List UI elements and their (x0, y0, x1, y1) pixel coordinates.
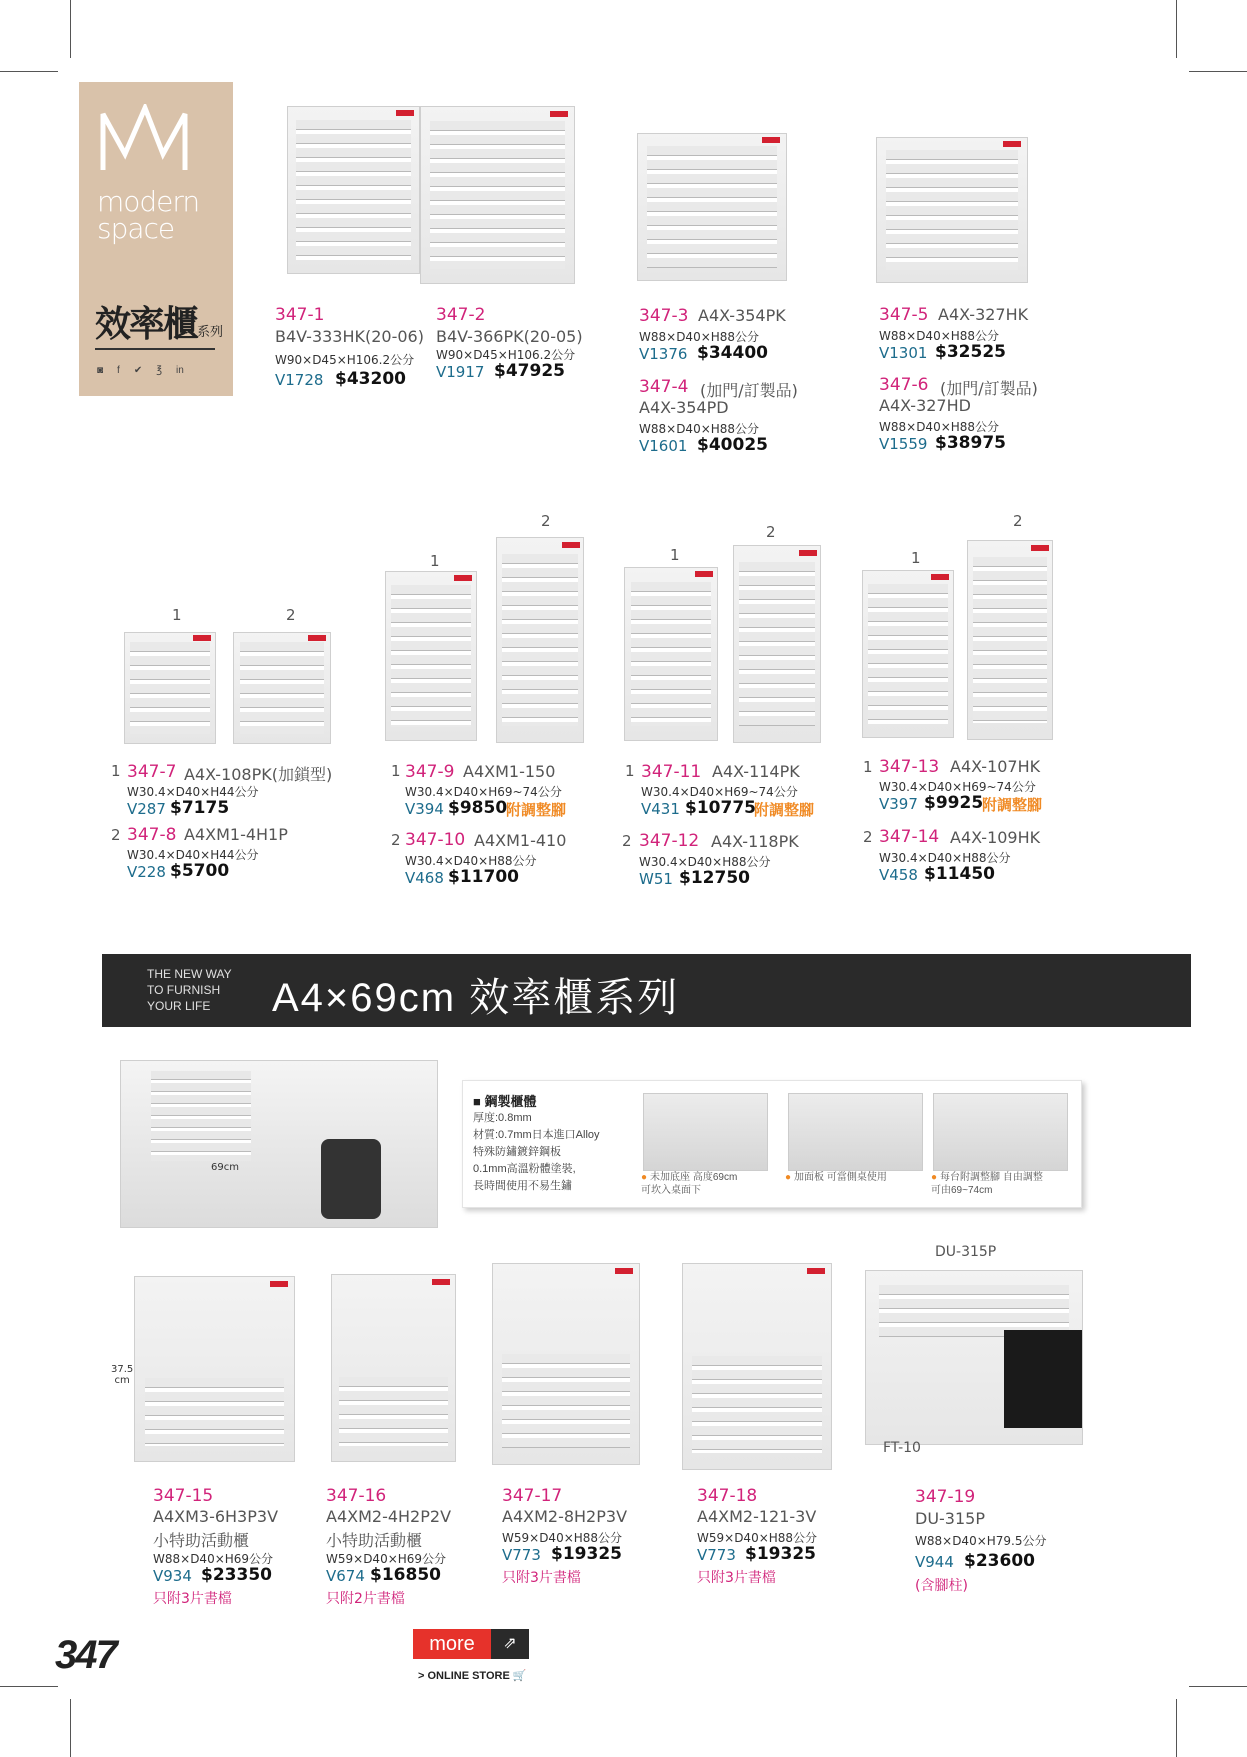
product-photo-347-10 (496, 537, 584, 743)
variant-number: 2 (766, 523, 776, 541)
divider (95, 348, 215, 350)
crop-mark (70, 1699, 71, 1757)
crop-mark (0, 1686, 58, 1687)
variant-number: 2 (286, 606, 296, 624)
steel-feature-box (462, 1080, 1082, 1208)
product-photo-347-14 (967, 540, 1053, 740)
feature-photo-1 (643, 1093, 768, 1171)
product-photo-347-19 (865, 1270, 1083, 1445)
feature-photo-2 (788, 1093, 923, 1171)
feature-photo-3 (933, 1093, 1068, 1171)
feature-caption-1: ● 未加底座 高度69cm 可坎入桌面下 (641, 1171, 737, 1197)
product-photo-347-13 (862, 570, 954, 738)
product-photo-347-11 (624, 567, 718, 741)
product-photo-347-7 (124, 632, 216, 744)
linkedin-icon[interactable]: in (176, 365, 184, 376)
banner-title: A4×69cm 效率櫃系列 (272, 976, 680, 1020)
office-scene-photo (120, 1060, 438, 1228)
variant-number: 1 (911, 549, 921, 567)
more-button[interactable]: more ⇗ (413, 1629, 529, 1659)
product-photo-347-15 (134, 1276, 295, 1462)
crop-mark (1189, 1686, 1247, 1687)
feature-text: ■ 鋼製櫃體 厚度:0.8mm 材質:0.7mm日本進口Alloy 特殊防鏽鍍鋅鋼板 0.1mm高溫粉體塗裝, 長時間使用不易生鏽 (473, 1094, 600, 1192)
ft10-label: FT-10 (883, 1440, 921, 1456)
du315p-label: DU-315P (935, 1244, 997, 1260)
page-number: 347 (55, 1633, 116, 1677)
variant-number: 2 (1013, 512, 1023, 530)
height-label: 37.5 cm (111, 1364, 134, 1386)
modern-space-logo-icon (99, 104, 189, 174)
product-photo-347-8 (233, 632, 331, 744)
product-photo-347-5 (876, 137, 1028, 283)
crop-mark (1189, 71, 1247, 72)
variant-number: 2 (541, 512, 551, 530)
product-photo-347-16 (331, 1274, 456, 1462)
brand-wordmark: modern space (97, 185, 200, 245)
variant-number: 1 (670, 546, 680, 564)
external-link-icon[interactable]: ⇗ (491, 1629, 529, 1659)
crop-mark (1176, 0, 1177, 58)
crop-mark (1176, 1699, 1177, 1757)
social-icons (97, 365, 184, 376)
online-store-link[interactable]: > ONLINE STORE 🛒 (418, 1670, 527, 1682)
product-photo-347-1 (287, 106, 420, 274)
variant-number: 1 (430, 552, 440, 570)
product-photo-347-3 (637, 133, 787, 281)
variant-number: 1 (172, 606, 182, 624)
series-title: 效率櫃系列 (95, 304, 224, 345)
googleplus-icon[interactable]: ℥ (156, 365, 162, 376)
section-banner (102, 954, 1191, 1027)
crop-mark (0, 71, 58, 72)
feature-caption-3: ● 每台附調整腳 自由調整 可由69~74cm (931, 1171, 1043, 1197)
product-photo-347-17 (492, 1263, 640, 1465)
banner-tagline: THE NEW WAY TO FURNISH YOUR LIFE (147, 967, 232, 1013)
product-photo-347-12 (733, 545, 821, 743)
crop-mark (70, 0, 71, 58)
product-photo-347-2 (420, 106, 575, 284)
height-label: 69cm (211, 1162, 239, 1173)
feature-caption-2: ● 加面板 可當側桌使用 (785, 1171, 887, 1184)
instagram-icon[interactable]: ◙ (97, 365, 104, 376)
twitter-icon[interactable]: ✔ (133, 365, 143, 376)
brand-panel (79, 82, 233, 396)
product-photo-347-18 (682, 1263, 832, 1470)
facebook-icon[interactable]: f (117, 365, 120, 376)
product-photo-347-9 (385, 571, 477, 741)
